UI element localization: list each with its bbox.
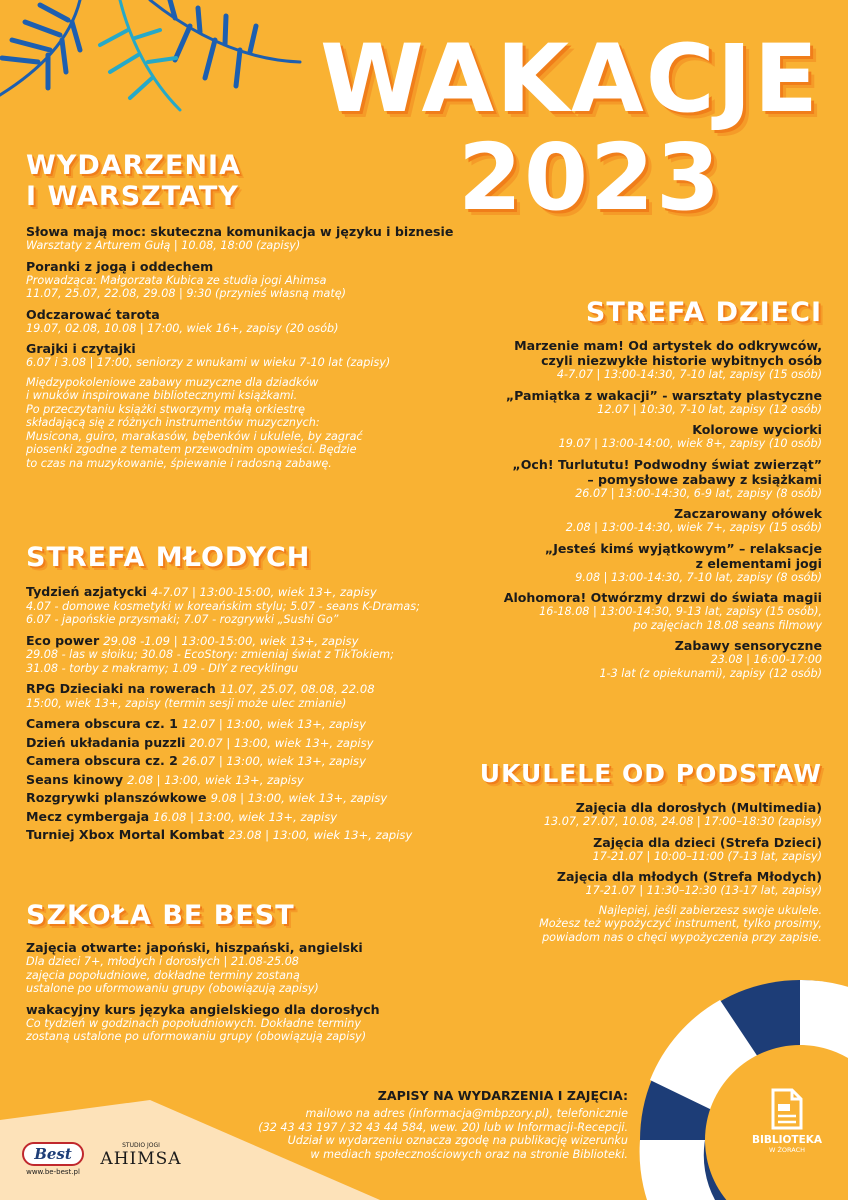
youth-item [26,633,476,676]
youth-short-detail: 12.07 | 13:00, wiek 13+, zapisy [181,717,366,731]
events-title-line-2: I WARSZTATY [26,181,239,212]
youth-short-detail: 2.08 | 13:00, wiek 13+, zapisy [127,772,304,787]
kids-item [455,638,822,680]
ukulele-item [440,800,822,829]
events-section [26,150,476,470]
ahimsa-sub: STUDIO JOGI [122,1142,160,1149]
event-detail: 11.07, 25.07, 22.08, 29.08 | 9:30 (przynieś własną matę) [26,287,346,300]
youth-item [26,681,476,710]
kids-item-title: „Pamiątka z wakacji” - warsztaty plastyczne [505,387,822,403]
kids-item [455,590,822,632]
youth-short-title: Camera obscura cz. 1 [26,716,178,731]
youth-short-title: Mecz cymbergaja [26,808,150,824]
kids-title: STREFA DZIECI [585,297,822,328]
school-item-title: Zajęcia otwarte: japoński, hiszpański, angielski [26,940,363,955]
kids-item [455,541,822,585]
youth-section [26,542,476,846]
palm-leaves-icon [0,0,300,110]
event-detail: 6.07 i 3.08 | 17:00, seniorzy z wnukami w wieku 7-10 lat (zapisy) [26,356,391,369]
title-line-1: WAKACJE [320,25,820,134]
description-line: to czas na muzykowanie, śpiewanie i radosną zabawę. [26,456,332,470]
event-item [26,307,476,336]
kids-item-title: Kolorowe wyciorki [692,422,822,437]
ukulele-item-title: Zajęcia dla dorosłych (Multimedia) [575,800,822,815]
youth-item-detail: 4.07 - domowe kosmetyki w koreańskim stylu; 5.07 - seans K-Dramas; [26,599,420,613]
kids-item-title: „Och! Turlututu! Podwodny świat zwierząt” [512,456,822,472]
ahimsa-logo [94,1142,188,1169]
footer-title: ZAPISY NA WYDARZENIA I ZAJĘCIA: [377,1088,628,1103]
school-section [26,900,476,1050]
description-line: i wnuków inspirowane bibliotecznymi książkami. [26,389,298,402]
kids-item [455,388,822,417]
ukulele-item [440,835,822,864]
events-title [26,150,476,212]
youth-item-title: RPG Dzieciaki na rowerach [26,681,216,696]
youth-short-detail: 26.07 | 13:00, wiek 13+, zapisy [181,754,366,768]
events-title-line-1: WYDARZENIA [26,150,241,181]
youth-short-detail: 16.08 | 13:00, wiek 13+, zapisy [153,809,338,824]
kids-item-detail: po zajęciach 18.08 seans filmowy [633,618,822,632]
bebest-url: www.be-best.pl [26,1168,80,1176]
school-item-detail: Co tydzień w godzinach popołudniowych. Dokładne terminy [26,1016,361,1030]
kids-item-title: – pomysłowe zabawy z książkami [587,471,822,487]
bebest-logo [22,1142,84,1176]
kids-item [455,457,822,501]
kids-item-detail: 2.08 | 13:00-14:30, wiek 7+, zapisy (15 osób) [565,521,822,534]
school-title: SZKOŁA BE BEST [26,900,295,931]
school-item-detail: zajęcia popołudniowe, dokładne terminy zostaną [26,968,300,982]
youth-short-title: Camera obscura cz. 2 [26,753,178,768]
kids-item-detail: 1-3 lat (z opiekunami), zapisy (12 osób) [599,666,822,680]
youth-item-detail: 29.08 - las w słoiku; 30.08 - EcoStory: zmieniaj świat z TikTokiem; [26,648,394,661]
description-line: Po przeczytaniu książki stworzymy małą orkiestrę [26,402,305,416]
kids-item-title: z elementami jogi [695,555,822,571]
event-detail: Prowadząca: Małgorzata Kubica ze studia jogi Ahimsa [26,273,327,287]
kids-item-title: „Jesteś kimś wyjątkowym” – relaksacje [544,540,822,556]
event-title: Grajki i czytajki [26,341,136,356]
youth-item-title: Eco power [26,632,100,648]
youth-short-title: Turniej Xbox Mortal Kombat [26,827,225,842]
footer-line: (32 43 43 197 / 32 43 44 584, wew. 20) lub w Informacji-Recepcji. [258,1120,628,1134]
school-item-detail: Dla dzieci 7+, młodych i dorosłych | 21.08-25.08 [26,955,299,968]
youth-short-item [26,716,476,732]
title-line-2: 2023 [457,124,723,231]
school-item-title: wakacyjny kurs języka angielskiego dla dorosłych [26,1001,380,1017]
event-title: Odczarować tarota [26,306,160,322]
kids-item-title: czyli niezwykłe historie wybitnych osób [541,353,822,368]
school-item [26,1002,476,1044]
youth-short-title: Dzień układania puzzli [26,734,186,750]
ukulele-item-detail: 17-21.07 | 11:30–12:30 (13-17 lat, zapisy) [585,884,822,897]
youth-short-title: Rozgrywki planszówkowe [26,790,207,805]
youth-item-title: Tydzień azjatycki [26,584,147,599]
ukulele-item-title: Zajęcia dla dzieci (Strefa Dzieci) [593,834,822,850]
youth-short-item [26,772,476,788]
kids-item-detail: 19.07 | 13:00-14:00, wiek 8+, zapisy (10 osób) [558,437,822,450]
youth-short-item [26,753,476,769]
footer-info [196,1088,628,1161]
kids-item [455,422,822,451]
description-line: Musicona, guiro, marakasów, bębenków i ukulele, by zagrać [26,429,363,443]
kids-item [455,506,822,535]
ukulele-section [440,758,822,944]
document-icon [770,1088,804,1130]
ahimsa-text: AHIMSA [100,1149,182,1169]
youth-item-detail: 6.07 - japońskie przysmaki; 7.07 - rozgrywki „Sushi Go” [26,613,339,626]
description-line: składającą się z różnych instrumentów muzycznych: [26,416,320,429]
youth-short-detail: 23.08 | 13:00, wiek 13+, zapisy [228,828,413,842]
youth-item-date: 4-7.07 | 13:00-15:00, wiek 13+, zapisy [150,585,377,599]
event-detail: Warsztaty z Arturem Gułą | 10.08, 18:00 (zapisy) [26,239,301,252]
event-item [26,224,476,253]
bebest-logo-text: Best [22,1142,84,1166]
footer-line: Udział w wydarzeniu oznacza zgodę na publikację wizerunku [287,1134,628,1147]
youth-item-detail: 31.08 - torby z makramy; 1.09 - DIY z recyklingu [26,661,299,675]
footer-line: w mediach społecznościowych oraz na stronie Biblioteki. [310,1147,628,1161]
kids-section [455,296,822,686]
youth-short-title: Seans kinowy [26,771,124,787]
event-item [26,259,476,301]
kids-item-title: Alohomora! Otwórzmy drzwi do świata magii [503,590,822,605]
youth-short-item [26,809,476,825]
youth-short-detail: 9.08 | 13:00, wiek 13+, zapisy [210,791,388,805]
youth-short-list [26,716,476,843]
kids-item-title: Zaczarowany ołówek [673,506,822,521]
ukulele-title: UKULELE OD PODSTAW [479,759,822,788]
library-logo [742,1088,832,1154]
event-description [26,376,476,471]
library-name: BIBLIOTEKA [751,1134,823,1146]
ukulele-item-detail: 13.07, 27.07, 10.08, 24.08 | 17:00–18:30 (zapisy) [543,815,822,828]
school-item-detail: ustalone po uformowaniu grupy (obowiązują zapisy) [26,982,319,995]
ukulele-item [440,869,822,898]
description-line: piosenki zgodne z tematem przewodnim opowieści. Będzie [26,443,357,456]
school-item [26,940,476,996]
kids-item-detail: 9.08 | 13:00-14:30, 7-10 lat, zapisy (8 osób) [575,570,822,584]
youth-title: STREFA MŁODYCH [26,542,311,573]
youth-item-date: 29.08 -1.09 | 13:00-15:00, wiek 13+, zapisy [103,633,359,648]
kids-item-detail: 12.07 | 10:30, 7-10 lat, zapisy (12 osób) [597,402,822,416]
youth-short-item [26,735,476,751]
event-detail: 19.07, 02.08, 10.08 | 17:00, wiek 16+, zapisy (20 osób) [26,321,339,335]
library-sub: W ŻORACH [768,1146,806,1154]
ukulele-item-detail: 17-21.07 | 10:00–11:00 (7-13 lat, zapisy) [592,849,822,863]
kids-item-title: Zabawy sensoryczne [674,638,822,653]
ukulele-item-title: Zajęcia dla młodych (Strefa Młodych) [556,869,822,884]
kids-item-detail: 16-18.08 | 13:00-14:30, 9-13 lat, zapisy (15 osób), [539,605,822,618]
event-title: Słowa mają moc: skuteczna komunikacja w języku i biznesie [26,224,454,239]
school-item-detail: zostaną ustalone po uformowaniu grupy (obowiązują zapisy) [26,1030,367,1043]
event-title: Poranki z jogą i oddechem [26,258,214,274]
kids-item-detail: 23.08 | 16:00-17:00 [710,653,822,666]
note-line: powiadom nas o chęci wypożyczenia przy zapisie. [542,930,822,944]
event-item [26,341,476,370]
kids-item [455,338,822,382]
youth-item [26,584,476,627]
ukulele-note [440,904,822,945]
note-line: Najlepiej, jeśli zabierzesz swoje ukulele. [598,903,822,917]
kids-item-detail: 4-7.07 | 13:00-14:30, 7-10 lat, zapisy (15 osób) [556,368,822,381]
youth-short-detail: 20.07 | 13:00, wiek 13+, zapisy [189,735,374,750]
description-line: Międzypokoleniowe zabawy muzyczne dla dziadków [26,375,319,389]
youth-item-detail: 15:00, wiek 13+, zapisy (termin sesji może ulec zmianie) [26,696,347,710]
youth-short-item [26,790,476,806]
kids-item-detail: 26.07 | 13:00-14:30, 6-9 lat, zapisy (8 osób) [575,486,822,500]
kids-item-title: Marzenie mam! Od artystek do odkrywców, [514,338,822,353]
note-line: Możesz też wypożyczyć instrument, tylko prosimy, [539,917,822,930]
youth-short-item [26,827,476,843]
footer-line: mailowo na adres (informacja@mbpzory.pl), telefonicznie [305,1107,628,1120]
youth-item-date: 11.07, 25.07, 08.08, 22.08 [219,682,375,696]
